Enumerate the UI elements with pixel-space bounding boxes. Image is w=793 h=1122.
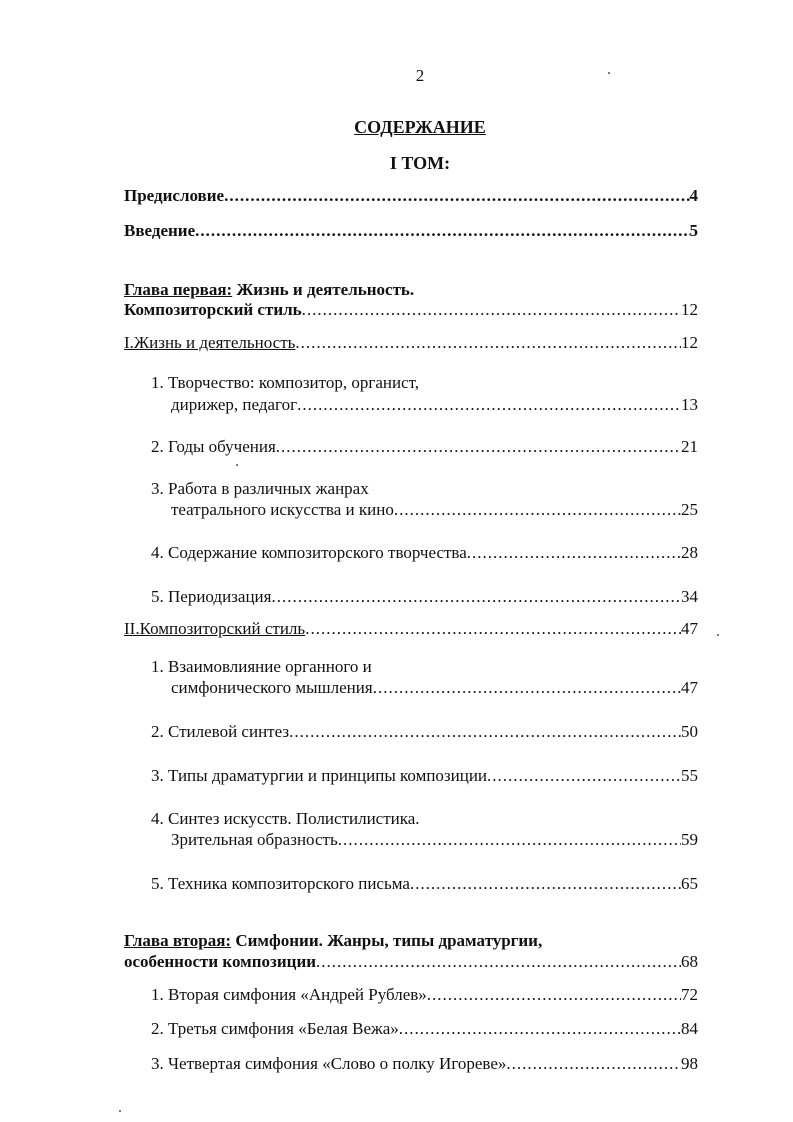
toc-page: 72: [681, 985, 698, 1004]
toc-page: 28: [681, 543, 698, 562]
leader-dots: [467, 543, 681, 563]
chapter2-heading: [124, 931, 542, 951]
toc-entry-c2-2: [151, 1019, 698, 1039]
toc-label: 2. Годы обучения: [151, 437, 276, 456]
leader-dots: [276, 437, 681, 457]
toc-entry-1-5: [151, 587, 698, 607]
scan-speck: [608, 72, 610, 74]
toc-label: Зрительная образность: [171, 830, 338, 849]
toc-page: 5: [689, 221, 698, 240]
chapter-title: Симфонии. Жанры, типы драматургии,: [231, 931, 543, 950]
leader-dots: [316, 952, 681, 972]
page-number: 2: [415, 66, 425, 85]
leader-dots: [195, 221, 689, 241]
toc-label: 5. Периодизация: [151, 587, 272, 606]
toc-entry-c2-3: [151, 1054, 698, 1074]
toc-page: 4: [689, 186, 698, 205]
toc-page: 50: [681, 722, 698, 741]
leader-dots: [289, 722, 681, 742]
toc-entry-2-1: [151, 678, 698, 698]
toc-page: 98: [681, 1054, 698, 1073]
leader-dots: [373, 678, 681, 698]
leader-dots: [410, 874, 681, 894]
toc-label: Введение: [124, 221, 196, 240]
toc-label: 4. Содержание композиторского творчества: [151, 543, 467, 562]
toc-label: симфонического мышления: [171, 678, 373, 697]
leader-dots: [338, 830, 681, 850]
toc-page: 65: [681, 874, 698, 893]
toc-entry-c2-1: [151, 985, 698, 1005]
chapter1-heading: [124, 280, 414, 300]
toc-page: 84: [681, 1019, 698, 1038]
leader-dots: [394, 500, 681, 520]
leader-dots: [487, 766, 681, 786]
toc-label: I.Жизнь и деятельность: [124, 333, 296, 352]
toc-label: 2. Стилевой синтез: [151, 722, 290, 741]
toc-page: 13: [681, 395, 698, 414]
scan-speck: [119, 1110, 121, 1112]
toc-entry-2-5: [151, 874, 698, 894]
toc-entry-2-4: [151, 830, 698, 850]
leader-dots: [302, 300, 681, 320]
leader-dots: [224, 186, 689, 206]
scan-speck: [236, 464, 238, 466]
toc-entry-chapter1: [124, 300, 698, 320]
toc-entry-2-3: [151, 766, 698, 786]
toc-page: 47: [681, 678, 698, 697]
toc-entry-1-1: [151, 395, 698, 415]
toc-label: театрального искусства и кино: [171, 500, 394, 519]
scan-speck: [717, 634, 719, 636]
toc-page: 47: [681, 619, 698, 638]
toc-entry-1-4: [151, 543, 698, 563]
toc-entry-line: 1. Взаимовлияние органного и: [151, 657, 372, 676]
toc-label: дирижер, педагог: [171, 395, 298, 414]
toc-label: 1. Вторая симфония «Андрей Рублев»: [151, 985, 427, 1004]
toc-page: 68: [681, 952, 698, 971]
toc-entry-part1: [124, 333, 698, 353]
toc-label: особенности композиции: [124, 952, 317, 971]
chapter-title: Жизнь и деятельность.: [232, 280, 415, 299]
toc-entry-2-2: [151, 722, 698, 742]
toc-label: Предисловие: [124, 186, 225, 205]
toc-entry-part2: [124, 619, 698, 639]
toc-entry-chapter2: [124, 952, 698, 972]
toc-label: Композиторский стиль: [124, 300, 302, 319]
toc-entry-intro: [124, 221, 698, 241]
chapter-prefix: Глава вторая:: [124, 931, 232, 950]
leader-dots: [506, 1054, 681, 1074]
leader-dots: [427, 985, 681, 1005]
toc-entry-1-3: [151, 500, 698, 520]
toc-page: 34: [681, 587, 698, 606]
leader-dots: [399, 1019, 681, 1039]
leader-dots: [305, 619, 681, 639]
toc-page: 59: [681, 830, 698, 849]
toc-label: 5. Техника композиторского письма: [151, 874, 410, 893]
toc-page: 21: [681, 437, 698, 456]
toc-page: 25: [681, 500, 698, 519]
toc-label: II.Композиторский стиль: [124, 619, 306, 638]
toc-page: 12: [681, 300, 698, 319]
toc-label: 2. Третья симфония «Белая Вежа»: [151, 1019, 399, 1038]
toc-page: 55: [681, 766, 698, 785]
contents-title: СОДЕРЖАНИЕ: [354, 117, 486, 137]
toc-label: 3. Четвертая симфония «Слово о полку Игореве»: [151, 1054, 507, 1073]
toc-entry-line: 4. Синтез искусств. Полистилистика.: [151, 809, 420, 828]
leader-dots: [271, 587, 681, 607]
toc-label: 3. Типы драматургии и принципы композиции: [151, 766, 488, 785]
toc-entry-line: 1. Творчество: композитор, органист,: [151, 373, 420, 392]
leader-dots: [297, 395, 681, 415]
toc-entry-preface: [124, 186, 698, 206]
toc-entry-1-2: [151, 437, 698, 457]
chapter-prefix: Глава первая:: [124, 280, 233, 299]
volume-heading: I ТОМ:: [389, 153, 451, 173]
leader-dots: [295, 333, 681, 353]
toc-page: 12: [681, 333, 698, 352]
toc-entry-line: 3. Работа в различных жанрах: [151, 479, 369, 498]
